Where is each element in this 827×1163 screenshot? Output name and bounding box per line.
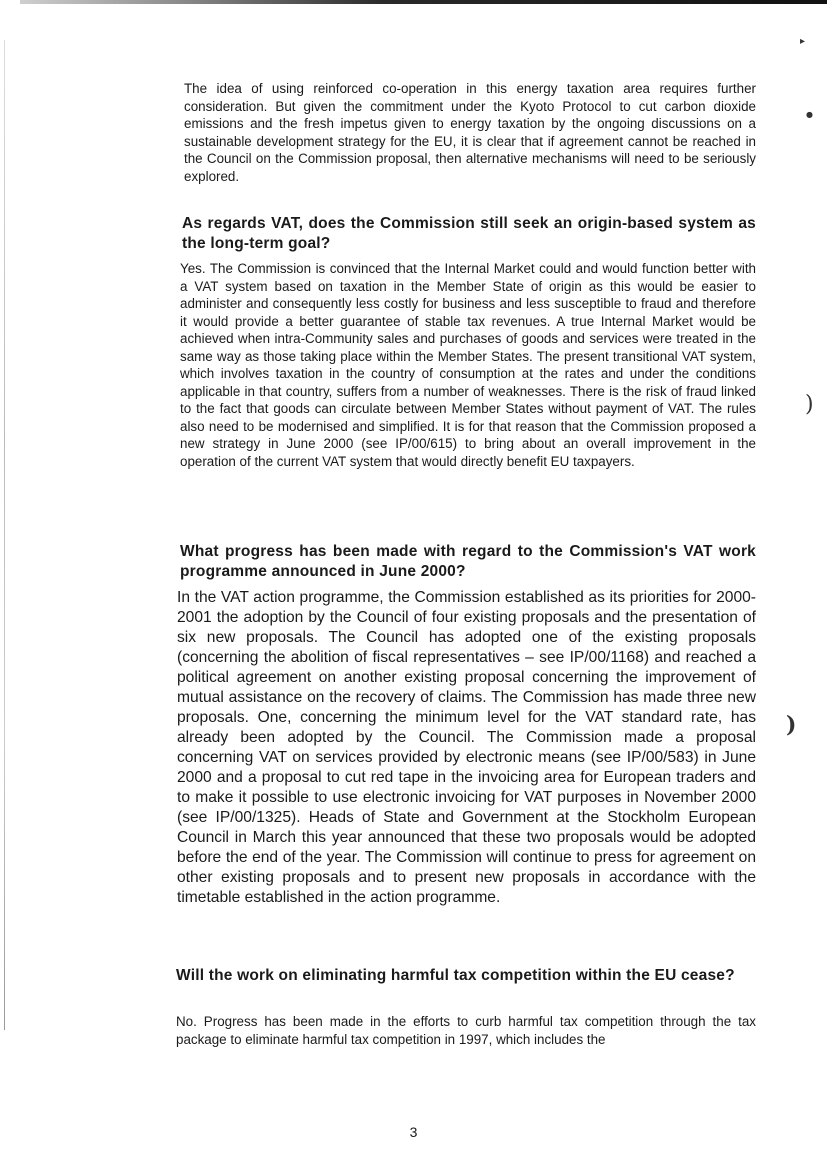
paragraph-vat-origin: Yes. The Commission is convinced that the Internal Market could and would function better with a VAT system based on taxation in the Member State of origin as this would be easier to administer and consequently less costly for business and less susceptible to fraud and therefore it would provide a better guarantee of stable tax revenues. A true Internal Market would be achieved when intra-Community sales and purchases of goods and services were treated in the same way as those taking place within the Member States. The present transitional VAT system, which involves taxation in the country of consumption at the rates and under the conditions applicable in that country, suffers from a number of weaknesses. There is the risk of fraud linked to the fact that goods can circulate between Member States without payment of VAT. The rules also need to be modernised and simplified. It is for that reason that the Commission proposed a new strategy in June 2000 (see IP/00/615) to bring about an overall improvement in the operation of the current VAT system that would directly benefit EU taxpayers. xyxy=(180,261,756,469)
page-number: 3 xyxy=(409,1124,418,1140)
paragraph-kyoto: The idea of using reinforced co-operation in this energy taxation area requires further consideration. But given the commitment under the Kyoto Protocol to cut carbon dioxide emissions and the fresh impetus given to energy taxation by the ongoing discussions on a sustainable development strategy for the EU, it is clear that if agreement cannot be reached in the Council on the Commission proposal, then alternative mechanisms will need to be seriously explored. xyxy=(184,81,756,184)
scan-mark-dot-small: ● xyxy=(806,110,813,119)
scan-mark-bracket-bold: ) xyxy=(786,712,797,738)
heading-vat-origin: As regards VAT, does the Commission still seek an origin-based system as the long-term goal? xyxy=(182,215,756,252)
heading-vat-progress: What progress has been made with regard to the Commission's VAT work programme announced in June 2000? xyxy=(180,543,756,580)
paragraph-vat-progress: In the VAT action programme, the Commission established as its priorities for 2000-2001 the adoption by the Council of four existing proposals and the presentation of six new proposals. The Council has adopted one of the existing proposals (concerning the abolition of fiscal representatives – see IP/00/1168) and reached a political agreement on another existing proposal concerning the improvement of mutual assistance on the recovery of claims. The Commission has made three new proposals. One, concerning the minimum level for the VAT standard rate, has already been adopted by the Council. The Commission made a proposal concerning VAT on services provided by electronic means (see IP/00/583) in June 2000 and a proposal to cut red tape in the invoicing area for European traders and to make it possible to use electronic invoicing for VAT purposes in November 2000 (see IP/00/1325). Heads of State and Government at the Stockholm European Council in March this year announced that these two proposals would be adopted before the end of the year. The Commission will continue to press for agreement on other existing proposals and to present new proposals in accordance with the timetable established in the action programme. xyxy=(177,589,756,906)
left-edge-line xyxy=(4,40,5,1030)
top-edge-line xyxy=(20,0,827,4)
paragraph-harmful-tax: No. Progress has been made in the efforts to curb harmful tax competition through the tax package to eliminate harmful tax competition in 1997, which includes the xyxy=(176,1014,756,1047)
scan-mark-dot: ▸ xyxy=(800,36,806,47)
heading-harmful-tax: Will the work on eliminating harmful tax competition within the EU cease? xyxy=(176,967,735,984)
scan-mark-bracket: ) xyxy=(805,392,814,417)
